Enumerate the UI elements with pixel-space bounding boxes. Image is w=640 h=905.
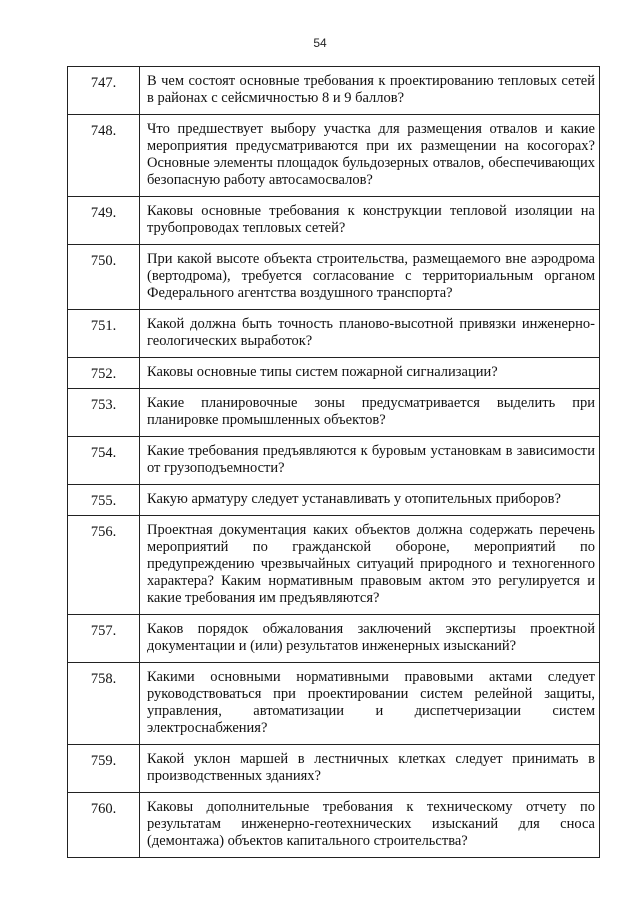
question-number: 754. xyxy=(68,437,140,485)
question-text: Что предшествует выбору участка для размещения отвалов и какие мероприятия предусматриваются при их размещении на косогорах? Основные элементы площадок бульдозерных отвалов, обеспечивающих безопасную работу автосамосвалов? xyxy=(140,115,600,197)
table-row xyxy=(68,485,600,516)
question-number: 749. xyxy=(68,197,140,245)
question-number: 758. xyxy=(68,663,140,745)
question-text: Какие планировочные зоны предусматривается выделить при планировке промышленных объектов? xyxy=(140,389,600,437)
question-number: 756. xyxy=(68,516,140,615)
table-row xyxy=(68,389,600,437)
question-text: Какие требования предъявляются к буровым установкам в зависимости от грузоподъемности? xyxy=(140,437,600,485)
question-number: 750. xyxy=(68,245,140,310)
question-number: 755. xyxy=(68,485,140,516)
question-text: Каковы основные типы систем пожарной сигнализации? xyxy=(140,358,600,389)
table-row xyxy=(68,516,600,615)
table-row xyxy=(68,67,600,115)
question-text: Какую арматуру следует устанавливать у отопительных приборов? xyxy=(140,485,600,516)
question-text: Каковы дополнительные требования к техническому отчету по результатам инженерно-геотехнических изысканий для сноса (демонтажа) объектов капитального строительства? xyxy=(140,793,600,858)
table-row xyxy=(68,115,600,197)
table-row xyxy=(68,245,600,310)
question-text: При какой высоте объекта строительства, размещаемого вне аэродрома (вертодрома), требуется согласование с территориальным органом Федерального агентства воздушного транспорта? xyxy=(140,245,600,310)
table-row xyxy=(68,358,600,389)
table-row xyxy=(68,197,600,245)
table-row xyxy=(68,745,600,793)
question-text: Каковы основные требования к конструкции тепловой изоляции на трубопроводах тепловых сетей? xyxy=(140,197,600,245)
question-number: 751. xyxy=(68,310,140,358)
table-row xyxy=(68,615,600,663)
question-number: 760. xyxy=(68,793,140,858)
question-number: 752. xyxy=(68,358,140,389)
questions-table xyxy=(67,66,600,858)
question-number: 747. xyxy=(68,67,140,115)
question-number: 757. xyxy=(68,615,140,663)
question-number: 748. xyxy=(68,115,140,197)
question-text: Какой должна быть точность планово-высотной привязки инженерно-геологических выработок? xyxy=(140,310,600,358)
table-row xyxy=(68,310,600,358)
page-number: 54 xyxy=(313,36,327,50)
table-row xyxy=(68,663,600,745)
question-text: Каков порядок обжалования заключений экспертизы проектной документации и (или) результатов инженерных изысканий? xyxy=(140,615,600,663)
table-row xyxy=(68,437,600,485)
question-text: В чем состоят основные требования к проектированию тепловых сетей в районах с сейсмичностью 8 и 9 баллов? xyxy=(140,67,600,115)
question-text: Какой уклон маршей в лестничных клетках следует принимать в производственных зданиях? xyxy=(140,745,600,793)
question-number: 759. xyxy=(68,745,140,793)
question-number: 753. xyxy=(68,389,140,437)
table-row xyxy=(68,793,600,858)
question-text: Проектная документация каких объектов должна содержать перечень мероприятий по гражданской обороне, мероприятий по предупреждению чрезвычайных ситуаций природного и техногенного характера? Каким нормативным правовым актом это регулируется и какие требования им предъявляются? xyxy=(140,516,600,615)
question-text: Какими основными нормативными правовыми актами следует руководствоваться при проектировании систем релейной защиты, управления, автоматизации и диспетчеризации систем электроснабжения? xyxy=(140,663,600,745)
